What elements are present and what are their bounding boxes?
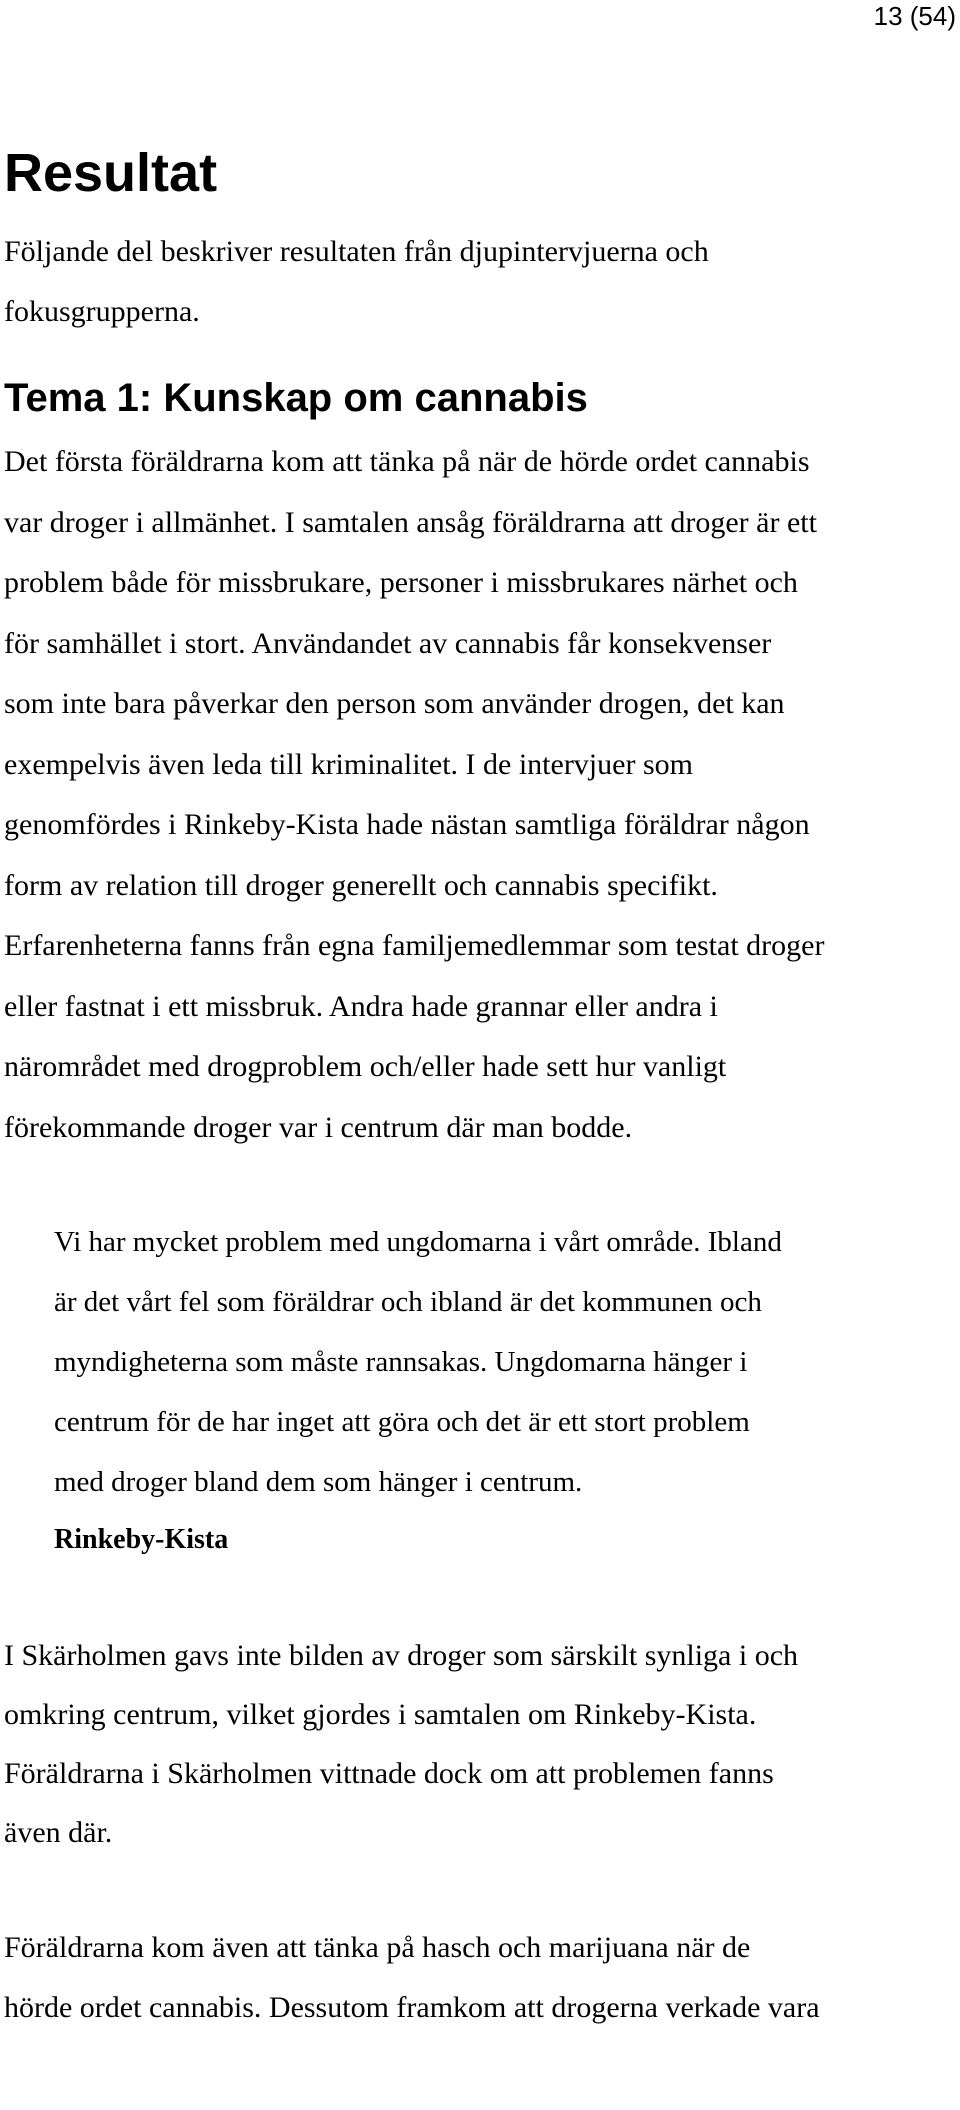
intro-paragraph <box>4 222 956 342</box>
paragraph-2 <box>4 1626 956 1862</box>
quote-line: myndigheterna som måste rannsakas. Ungdomarna hänger i <box>54 1346 748 1378</box>
section-heading: Tema 1: Kunskap om cannabis <box>4 376 588 420</box>
paragraph-line: Föräldrarna i Skärholmen vittnade dock om att problemen fanns <box>4 1757 774 1790</box>
paragraph-1 <box>4 432 956 1158</box>
paragraph-line: form av relation till droger generellt och cannabis specifikt. <box>4 868 718 902</box>
paragraph-line: genomfördes i Rinkeby-Kista hade nästan samtliga föräldrar någon <box>4 808 810 841</box>
quote-source: Rinkeby-Kista <box>54 1524 229 1555</box>
paragraph-line: även där. <box>4 1816 113 1849</box>
paragraph-line: Erfarenheterna fanns från egna familjemedlemmar som testat droger <box>4 929 825 962</box>
page-number: 13 (54) <box>873 1 956 31</box>
intro-line: Följande del beskriver resultaten från djupintervjuerna och <box>4 235 709 268</box>
interview-quote <box>54 1212 956 1512</box>
quote-line: är det vårt fel som föräldrar och ibland är det kommunen och <box>54 1286 762 1318</box>
paragraph-line: exempelvis även leda till kriminalitet. I de intervjuer som <box>4 747 693 781</box>
paragraph-line: var droger i allmänhet. I samtalen ansåg föräldrarna att droger är ett <box>4 505 817 539</box>
paragraph-line: Föräldrarna kom även att tänka på hasch och marijuana när de <box>4 1931 751 1964</box>
paragraph-line: omkring centrum, vilket gjordes i samtalen om Rinkeby-Kista. <box>4 1698 757 1731</box>
intro-line: fokusgrupperna. <box>4 295 200 328</box>
document-body <box>4 142 956 2038</box>
paragraph-line: förekommande droger var i centrum där man bodde. <box>4 1110 633 1144</box>
quote-line: med droger bland dem som hänger i centrum. <box>54 1466 583 1498</box>
paragraph-line: I Skärholmen gavs inte bilden av droger som särskilt synliga i och <box>4 1639 799 1672</box>
paragraph-line: närområdet med drogproblem och/eller hade sett hur vanligt <box>4 1050 727 1083</box>
paragraph-line: för samhället i stort. Användandet av cannabis får konsekvenser <box>4 626 772 660</box>
paragraph-line: som inte bara påverkar den person som använder drogen, det kan <box>4 687 785 720</box>
paragraph-3 <box>4 1918 956 2038</box>
paragraph-line: problem både för missbrukare, personer i missbrukares närhet och <box>4 566 798 599</box>
page-heading: Resultat <box>4 143 218 203</box>
paragraph-line: eller fastnat i ett missbruk. Andra hade grannar eller andra i <box>4 989 718 1023</box>
quote-line: Vi har mycket problem med ungdomarna i vårt område. Ibland <box>54 1226 782 1258</box>
quote-line: centrum för de har inget att göra och det är ett stort problem <box>54 1406 750 1438</box>
paragraph-line: hörde ordet cannabis. Dessutom framkom att drogerna verkade vara <box>4 1991 820 2024</box>
paragraph-line: Det första föräldrarna kom att tänka på när de hörde ordet cannabis <box>4 445 810 478</box>
